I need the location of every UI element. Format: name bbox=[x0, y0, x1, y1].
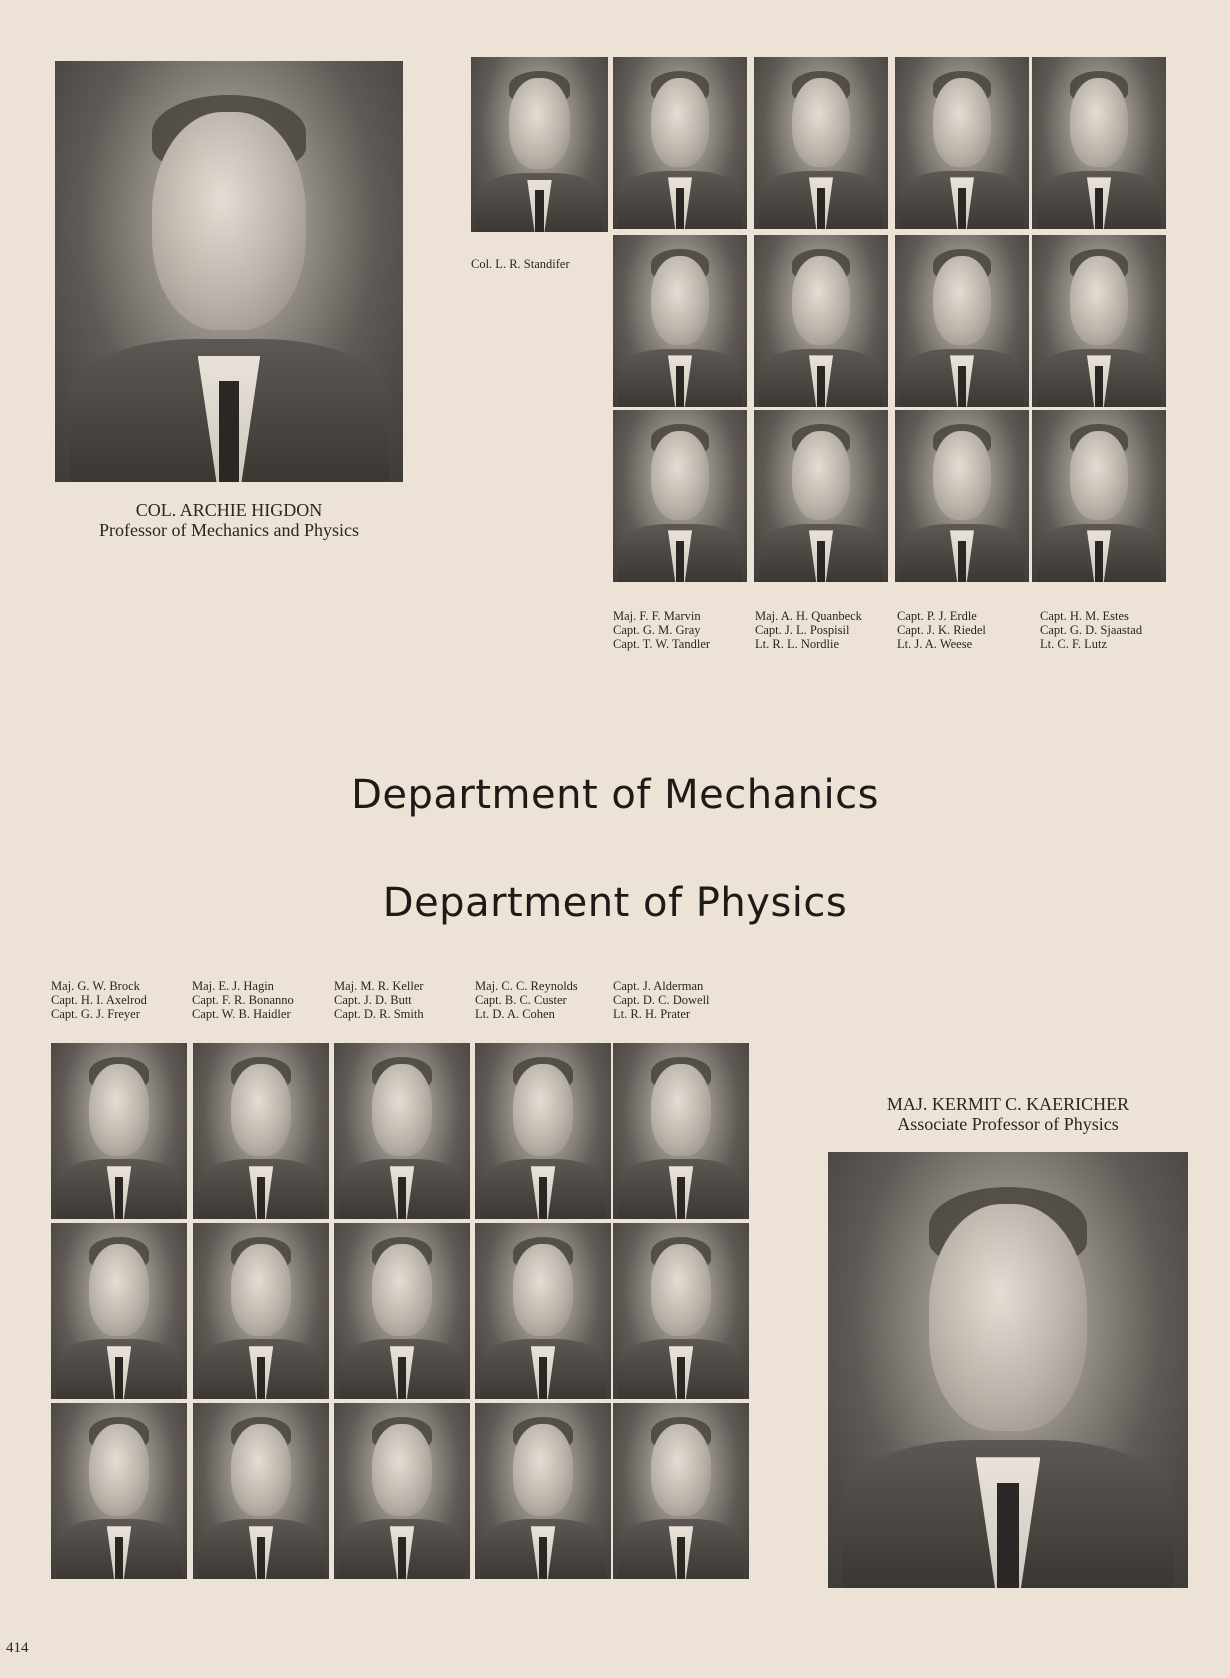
portrait-bottom-r3-c5 bbox=[613, 1403, 749, 1579]
professor-title: Professor of Mechanics and Physics bbox=[99, 520, 359, 540]
bottom-caption-col-3 bbox=[334, 979, 424, 1021]
caption-name: Capt. D. C. Dowell bbox=[613, 993, 710, 1007]
caption-name: Capt. H. M. Estes bbox=[1040, 609, 1129, 623]
portrait-bottom-r2-c4 bbox=[475, 1223, 611, 1399]
caption-name: Maj. C. C. Reynolds bbox=[475, 979, 578, 993]
associate-name: MAJ. KERMIT C. KAERICHER bbox=[886, 1094, 1130, 1114]
portrait-top-r3-c2 bbox=[754, 410, 888, 582]
caption-name: Lt. R. L. Nordlie bbox=[755, 637, 840, 651]
portrait-bottom-r1-c2 bbox=[193, 1043, 329, 1219]
caption-name: Capt. G. D. Sjaastad bbox=[1040, 623, 1143, 637]
caption-name: Capt. B. C. Custer bbox=[475, 993, 567, 1007]
caption-name: Capt. J. L. Pospisil bbox=[755, 623, 850, 637]
portrait-top-r3-c1 bbox=[613, 410, 747, 582]
top-caption-col-2 bbox=[755, 609, 862, 651]
caption-name: Maj. M. R. Keller bbox=[334, 979, 424, 993]
caption-name: Maj. F. F. Marvin bbox=[613, 609, 701, 623]
portrait-top-r2-c1 bbox=[613, 235, 747, 407]
caption-name: Capt. G. M. Gray bbox=[613, 623, 701, 637]
portrait-standifer bbox=[471, 57, 608, 232]
portrait-top-r3-c3 bbox=[895, 410, 1029, 582]
caption-name: Capt. P. J. Erdle bbox=[897, 609, 977, 623]
portrait-bottom-r1-c4 bbox=[475, 1043, 611, 1219]
associate-caption bbox=[828, 1094, 1188, 1134]
caption-name: Lt. C. F. Lutz bbox=[1040, 637, 1108, 651]
heading-mechanics: Department of Mechanics bbox=[351, 772, 879, 818]
bottom-caption-col-4 bbox=[475, 979, 578, 1021]
caption-name: Lt. R. H. Prater bbox=[613, 1007, 691, 1021]
caption-name: Capt. T. W. Tandler bbox=[613, 637, 711, 651]
portrait-bottom-r2-c3 bbox=[334, 1223, 470, 1399]
caption-name: Capt. H. I. Axelrod bbox=[51, 993, 147, 1007]
caption-name: Capt. J. K. Riedel bbox=[897, 623, 986, 637]
portrait-bottom-r1-c3 bbox=[334, 1043, 470, 1219]
heading-physics: Department of Physics bbox=[382, 880, 848, 926]
associate-title: Associate Professor of Physics bbox=[897, 1114, 1119, 1134]
caption-name: Lt. J. A. Weese bbox=[897, 637, 973, 651]
bottom-caption-col-5 bbox=[613, 979, 710, 1021]
portrait-bottom-r3-c3 bbox=[334, 1403, 470, 1579]
top-caption-col-3 bbox=[897, 609, 986, 651]
caption-name: Capt. W. B. Haidler bbox=[192, 1007, 291, 1021]
portrait-bottom-r2-c1 bbox=[51, 1223, 187, 1399]
portrait-bottom-r3-c1 bbox=[51, 1403, 187, 1579]
portrait-bottom-r3-c4 bbox=[475, 1403, 611, 1579]
portrait-top-r1-c2 bbox=[754, 57, 888, 229]
caption-name: Lt. D. A. Cohen bbox=[475, 1007, 555, 1021]
professor-caption bbox=[55, 500, 403, 540]
portrait-bottom-r3-c2 bbox=[193, 1403, 329, 1579]
portrait-top-r2-c4 bbox=[1032, 235, 1166, 407]
caption-name: Capt. G. J. Freyer bbox=[51, 1007, 140, 1021]
professor-name: COL. ARCHIE HIGDON bbox=[135, 500, 323, 520]
portrait-bottom-r1-c1 bbox=[51, 1043, 187, 1219]
portrait-top-r1-c1 bbox=[613, 57, 747, 229]
caption-name: Maj. A. H. Quanbeck bbox=[755, 609, 862, 623]
top-caption-col-1 bbox=[613, 609, 710, 651]
top-caption-col-4 bbox=[1040, 609, 1142, 651]
caption-name: Maj. E. J. Hagin bbox=[192, 979, 274, 993]
portrait-bottom-r2-c5 bbox=[613, 1223, 749, 1399]
portrait-bottom-r1-c5 bbox=[613, 1043, 749, 1219]
bottom-caption-col-1 bbox=[51, 979, 147, 1021]
caption-name: Capt. J. D. Butt bbox=[334, 993, 412, 1007]
caption-name: Capt. J. Alderman bbox=[613, 979, 704, 993]
caption-name: Capt. D. R. Smith bbox=[334, 1007, 424, 1021]
portrait-kermit-kaericher bbox=[828, 1152, 1188, 1588]
portrait-top-r2-c3 bbox=[895, 235, 1029, 407]
portrait-top-r2-c2 bbox=[754, 235, 888, 407]
caption-name: Maj. G. W. Brock bbox=[51, 979, 140, 993]
portrait-archie-higdon bbox=[55, 61, 403, 482]
bottom-caption-col-2 bbox=[192, 979, 294, 1021]
portrait-bottom-r2-c2 bbox=[193, 1223, 329, 1399]
page-number: 414 bbox=[6, 1640, 29, 1656]
portrait-top-r3-c4 bbox=[1032, 410, 1166, 582]
portrait-top-r1-c3 bbox=[895, 57, 1029, 229]
standifer-caption: Col. L. R. Standifer bbox=[471, 257, 570, 271]
caption-name: Capt. F. R. Bonanno bbox=[192, 993, 294, 1007]
portrait-top-r1-c4 bbox=[1032, 57, 1166, 229]
